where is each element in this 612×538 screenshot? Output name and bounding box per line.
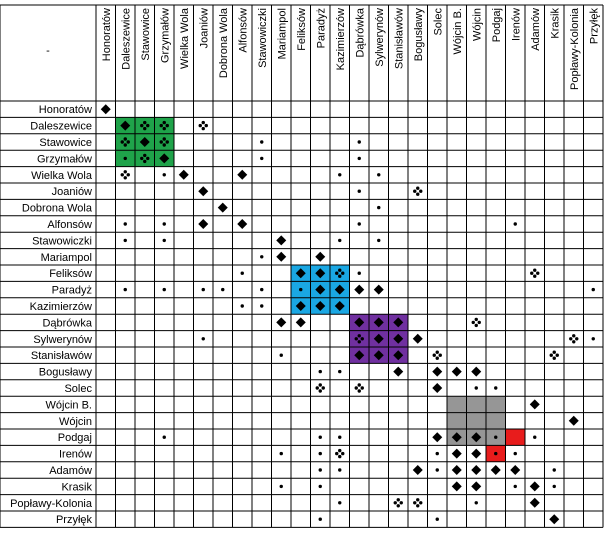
- cross-mark-dot: [124, 176, 127, 179]
- dot-mark: [494, 436, 497, 439]
- dot-mark: [377, 206, 380, 209]
- dot-mark: [475, 501, 478, 504]
- dot-mark: [280, 485, 283, 488]
- dot-mark: [280, 354, 283, 357]
- column-label: Stawowice: [139, 8, 152, 61]
- cross-mark-dot: [475, 318, 478, 321]
- column-label: Daleszewice: [120, 8, 133, 70]
- column-label: Alfonsów: [237, 8, 250, 53]
- cross-mark-dot: [475, 324, 478, 327]
- cross-mark-dot: [394, 501, 397, 504]
- row-label: Krasik: [61, 481, 92, 494]
- cross-mark-dot: [358, 389, 361, 392]
- dot-mark: [202, 288, 205, 291]
- dot-mark: [319, 436, 322, 439]
- cross-mark-dot: [572, 334, 575, 337]
- row-label: Alfonsów: [47, 219, 92, 231]
- dot-mark: [124, 157, 127, 160]
- cross-mark-dot: [143, 154, 146, 157]
- dot-mark: [319, 485, 322, 488]
- cross-mark-dot: [143, 160, 146, 163]
- row-label: Kazimierzów: [29, 301, 92, 313]
- row-label: Dąbrówka: [42, 317, 92, 330]
- column-label: Wójcin B.: [451, 8, 464, 55]
- cross-mark-dot: [341, 272, 344, 275]
- cluster-cell-purple: [350, 331, 370, 347]
- column-label: Stawowiczki: [256, 8, 269, 68]
- dot-mark: [280, 452, 283, 455]
- row-label: Daleszewice: [30, 120, 92, 133]
- cross-mark-dot: [140, 157, 143, 160]
- dot-mark: [260, 255, 263, 258]
- dot-mark: [436, 518, 439, 521]
- column-label: Wielka Wola: [178, 8, 191, 69]
- row-label: Sylwerynów: [33, 333, 92, 346]
- dot-mark: [358, 157, 361, 160]
- cross-mark-dot: [143, 121, 146, 124]
- row-label: Grzymałów: [36, 153, 92, 166]
- column-label: Solec: [432, 8, 445, 36]
- dot-mark: [163, 239, 166, 242]
- cross-mark-dot: [338, 269, 341, 272]
- row-label: Dobrona Wola: [21, 202, 92, 215]
- row-label: Joaniów: [51, 186, 92, 199]
- dot-mark: [533, 436, 536, 439]
- cross-mark-dot: [143, 127, 146, 130]
- dot-mark: [221, 288, 224, 291]
- dot-mark: [319, 518, 322, 521]
- cross-mark-dot: [413, 190, 416, 193]
- dot-mark: [163, 222, 166, 225]
- cross-mark-dot: [319, 383, 322, 386]
- row-label: Bogusławy: [38, 366, 92, 379]
- cross-mark-dot: [146, 124, 149, 127]
- cross-mark-dot: [124, 137, 127, 140]
- cross-mark-dot: [530, 272, 533, 275]
- cluster-cell-red: [506, 429, 526, 445]
- cluster-cell-gray: [467, 413, 487, 429]
- cross-mark-dot: [163, 127, 166, 130]
- row-label: Solec: [64, 383, 92, 395]
- cross-mark-dot: [533, 275, 536, 278]
- dot-mark: [377, 173, 380, 176]
- cross-mark-dot: [202, 121, 205, 124]
- cross-mark-dot: [361, 386, 364, 389]
- dot-mark: [319, 370, 322, 373]
- row-label: Stanisławów: [30, 350, 92, 363]
- cross-mark-dot: [550, 354, 553, 357]
- row-label: Stawowiczki: [32, 235, 92, 248]
- cluster-cell-gray: [486, 396, 506, 412]
- cross-mark-dot: [553, 351, 556, 354]
- dot-mark: [241, 272, 244, 275]
- dot-mark: [338, 370, 341, 373]
- cluster-cell-green: [135, 117, 155, 133]
- column-label: Bogusławy: [412, 8, 425, 62]
- dot-mark: [494, 386, 497, 389]
- cross-mark-dot: [205, 124, 208, 127]
- dot-mark: [358, 222, 361, 225]
- cross-mark-dot: [160, 124, 163, 127]
- cross-mark-dot: [338, 275, 341, 278]
- cross-mark-dot: [358, 383, 361, 386]
- column-label: Krasik: [549, 8, 562, 39]
- cross-mark-dot: [472, 321, 475, 324]
- dot-mark: [338, 173, 341, 176]
- cross-mark-dot: [416, 193, 419, 196]
- cross-mark-dot: [199, 124, 202, 127]
- corner-label: -: [46, 45, 50, 57]
- cluster-cell-gray: [447, 396, 467, 412]
- cross-mark-dot: [163, 143, 166, 146]
- column-label: Kazimierzów: [334, 8, 347, 71]
- cross-mark-dot: [397, 498, 400, 501]
- dot-mark: [260, 157, 263, 160]
- cluster-cell-green: [155, 134, 175, 150]
- cross-mark-dot: [478, 321, 481, 324]
- cross-mark-dot: [160, 140, 163, 143]
- cross-mark-dot: [416, 187, 419, 190]
- column-label: Irenów: [510, 8, 523, 42]
- cross-mark-dot: [163, 121, 166, 124]
- cross-mark-dot: [127, 140, 130, 143]
- cross-mark-dot: [335, 272, 338, 275]
- cross-mark-dot: [436, 351, 439, 354]
- cross-mark-dot: [166, 140, 169, 143]
- cluster-cell-gray: [447, 413, 467, 429]
- column-label: Dobrona Wola: [217, 8, 230, 79]
- dot-mark: [163, 436, 166, 439]
- cross-mark-dot: [127, 173, 130, 176]
- cross-mark-dot: [124, 170, 127, 173]
- column-label: Mariampol: [276, 8, 289, 60]
- dot-mark: [475, 386, 478, 389]
- cross-mark-dot: [416, 504, 419, 507]
- row-label: Adamów: [49, 465, 92, 477]
- cross-mark-dot: [575, 337, 578, 340]
- cross-mark-dot: [319, 389, 322, 392]
- dot-mark: [338, 468, 341, 471]
- cross-mark-dot: [400, 501, 403, 504]
- cross-mark-dot: [355, 386, 358, 389]
- dot-mark: [377, 239, 380, 242]
- row-label: Feliksów: [49, 268, 92, 281]
- row-label: Popławy-Kolonia: [10, 497, 92, 510]
- row-label: Stawowice: [39, 137, 92, 149]
- column-label: Przyłęk: [588, 8, 601, 45]
- dot-mark: [358, 272, 361, 275]
- column-label: Dąbrówka: [354, 8, 367, 58]
- dot-mark: [514, 222, 517, 225]
- cluster-cell-green: [116, 134, 136, 150]
- cross-mark-dot: [121, 140, 124, 143]
- cluster-cell-green: [155, 117, 175, 133]
- dot-mark: [260, 304, 263, 307]
- cross-mark-dot: [335, 452, 338, 455]
- dot-mark: [260, 288, 263, 291]
- cross-mark-dot: [361, 337, 364, 340]
- dot-mark: [319, 452, 322, 455]
- cross-mark-dot: [572, 340, 575, 343]
- dot-mark: [124, 288, 127, 291]
- cross-mark-dot: [436, 357, 439, 360]
- dot-mark: [163, 173, 166, 176]
- column-label: Honoratów: [100, 8, 113, 62]
- column-label: Popławy-Kolonia: [568, 8, 581, 90]
- cross-mark-dot: [533, 269, 536, 272]
- column-label: Feliksów: [295, 8, 308, 51]
- cross-mark-dot: [163, 137, 166, 140]
- dot-mark: [514, 452, 517, 455]
- cross-mark-dot: [338, 449, 341, 452]
- dot-mark: [514, 485, 517, 488]
- column-label: Sylwerynów: [373, 8, 386, 67]
- cross-mark-dot: [413, 501, 416, 504]
- cross-mark-dot: [124, 143, 127, 146]
- column-label: Paradyż: [315, 8, 328, 49]
- cross-mark-dot: [556, 354, 559, 357]
- cross-mark-dot: [439, 354, 442, 357]
- cross-mark-dot: [121, 173, 124, 176]
- dot-mark: [592, 288, 595, 291]
- cross-mark-dot: [316, 386, 319, 389]
- cluster-cell-gray: [467, 396, 487, 412]
- column-label: Stanisławów: [393, 8, 406, 70]
- cross-mark-dot: [358, 340, 361, 343]
- row-label: Podgaj: [57, 432, 92, 445]
- row-label: Paradyż: [51, 284, 92, 297]
- column-label: Grzymałów: [159, 8, 172, 64]
- dot-mark: [124, 239, 127, 242]
- row-label: Mariampol: [40, 251, 92, 264]
- dot-mark: [299, 288, 302, 291]
- cross-mark-dot: [322, 386, 325, 389]
- column-label: Adamów: [529, 8, 542, 51]
- dot-mark: [319, 468, 322, 471]
- cluster-cell-green: [135, 150, 155, 166]
- cross-mark-dot: [338, 455, 341, 458]
- row-label: Wójcin B.: [45, 399, 92, 412]
- dot-mark: [436, 452, 439, 455]
- cross-mark-dot: [146, 157, 149, 160]
- dot-mark: [592, 337, 595, 340]
- cross-mark-dot: [433, 354, 436, 357]
- row-label: Irenów: [58, 448, 92, 461]
- cross-mark-dot: [358, 334, 361, 337]
- cross-mark-dot: [419, 501, 422, 504]
- dot-mark: [358, 190, 361, 193]
- cluster-cell-gray: [486, 413, 506, 429]
- dot-mark: [338, 239, 341, 242]
- dot-mark: [202, 337, 205, 340]
- row-label: Honoratów: [38, 104, 92, 117]
- dot-mark: [358, 140, 361, 143]
- cluster-cell-blue: [330, 265, 350, 281]
- column-label: Wójcin: [471, 8, 484, 42]
- dot-mark: [260, 140, 263, 143]
- row-label: Przyłęk: [55, 514, 92, 527]
- cross-mark-dot: [419, 190, 422, 193]
- column-label: Joaniów: [198, 8, 211, 49]
- dot-mark: [163, 288, 166, 291]
- cross-mark-dot: [341, 452, 344, 455]
- cross-mark-dot: [416, 498, 419, 501]
- dot-mark: [553, 468, 556, 471]
- cross-mark-dot: [166, 124, 169, 127]
- row-label: Wielka Wola: [31, 169, 92, 182]
- dot-mark: [124, 222, 127, 225]
- dot-mark: [436, 468, 439, 471]
- dot-mark: [494, 452, 497, 455]
- cross-mark-dot: [397, 504, 400, 507]
- dot-mark: [241, 304, 244, 307]
- cross-mark-dot: [202, 127, 205, 130]
- cross-mark-dot: [553, 357, 556, 360]
- cross-mark-dot: [569, 337, 572, 340]
- row-label: Wójcin: [58, 415, 92, 428]
- cross-mark-dot: [355, 337, 358, 340]
- cross-mark-dot: [536, 272, 539, 275]
- dot-mark: [338, 501, 341, 504]
- cross-mark-dot: [140, 124, 143, 127]
- column-label: Podgaj: [490, 8, 503, 43]
- dot-mark: [338, 436, 341, 439]
- dot-mark: [553, 485, 556, 488]
